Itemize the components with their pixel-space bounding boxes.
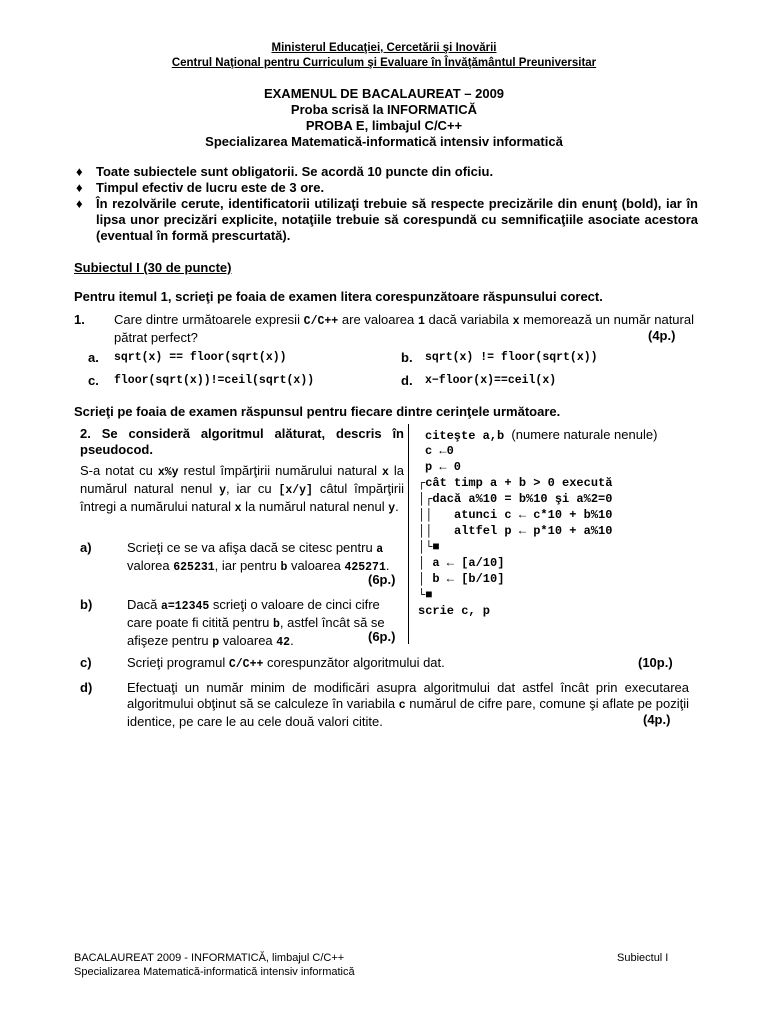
pseudo-line-1: citeşte a,b (numere naturale nenule): [425, 427, 658, 443]
bullet-icon: ♦: [76, 164, 83, 179]
column-divider: [408, 424, 409, 644]
specializare-title: Specializarea Matematică-informatică intensiv informatică: [205, 134, 563, 149]
pseudo-line-9: │ a ← [a/10]: [418, 556, 505, 570]
item1-instructions: Pentru itemul 1, scrieţi pe foaia de examen litera corespunzătoare răspunsului corect.: [74, 289, 603, 304]
q1-option-b-code: sqrt(x) != floor(sqrt(x)): [425, 351, 598, 364]
q2-note: S-a notat cu x%y restul împărţirii numărului natural x la numărul natural nenul y, iar cu [x/y] câtul împărţirii întregi a numărului natural x la numărul natural nenul y.: [80, 463, 405, 515]
proba-title: Proba scrisă la INFORMATICĂ: [290, 102, 478, 117]
q1-text: Care dintre următoarele expresii C/C++ are valoarea 1 dacă variabila x memorează un număr natural pătrat perfect?: [114, 312, 694, 345]
q1-option-c-code: floor(sqrt(x))!=ceil(sqrt(x)): [114, 374, 315, 387]
q2d-label: d): [80, 680, 93, 695]
q1-option-a-code: sqrt(x) == floor(sqrt(x)): [114, 351, 287, 364]
q2c-text: Scrieţi programul C/C++ corespunzător algoritmului dat.: [127, 655, 445, 671]
q2b-label: b): [80, 597, 93, 612]
proba-e-title: PROBA E, limbajul C/C++: [305, 118, 463, 133]
subiect-heading: Subiectul I (30 de puncte): [74, 260, 232, 275]
exam-title: EXAMENUL DE BACALAUREAT – 2009: [263, 86, 505, 101]
q2a-text: Scrieţi ce se va afişa dacă se citesc pentru a valorea 625231, iar pentru b valoarea 425271.: [127, 540, 390, 574]
q1-number: 1.: [74, 312, 85, 327]
center-header: Centrul Naţional pentru Curriculum şi Evaluare în Învăţământul Preuniversitar: [171, 57, 597, 69]
ministry-header: Ministerul Educaţiei, Cercetării şi Inovării: [271, 42, 497, 54]
q2b-points: (6p.): [368, 629, 396, 644]
rule-1: Toate subiectele sunt obligatorii. Se acordă 10 puncte din oficiu.: [96, 164, 494, 179]
pseudo-line-4: ┌cât timp a + b > 0 execută: [418, 476, 613, 490]
q1-option-d-code: x−floor(x)==ceil(x): [425, 374, 557, 387]
q1-option-c-letter: c.: [88, 373, 99, 388]
item2-instructions: Scrieţi pe foaia de examen răspunsul pentru fiecare dintre cerinţele următoare.: [74, 404, 561, 419]
q1-points: (4p.): [648, 328, 676, 343]
q2b-text: Dacă a=12345 scrieţi o valoare de cinci cifre care poate fi citită pentru b, astfel încât să se afişeze pentru p valoarea 42.: [127, 597, 385, 649]
pseudo-line-12: scrie c, p: [418, 604, 491, 618]
pseudo-line-11: └■: [418, 588, 433, 602]
q1-option-b-letter: b.: [401, 350, 413, 365]
footer-left-line2: Specializarea Matematică-informatică intensiv informatică: [74, 966, 355, 978]
bullet-icon: ♦: [76, 180, 83, 195]
pseudo-line-6: ││ atunci c ← c*10 + b%10: [418, 508, 613, 522]
q2c-label: c): [80, 655, 92, 670]
pseudo-line-8: │└■: [418, 540, 440, 554]
pseudo-line-10: │ b ← [b/10]: [418, 572, 505, 586]
q2-title: 2. Se consideră algoritmul alăturat, descris în pseudocod.: [80, 426, 404, 457]
pseudo-line-2: c ←0: [425, 444, 454, 458]
bullet-icon: ♦: [76, 196, 83, 211]
q2d-points: (4p.): [643, 712, 671, 727]
q2a-points: (6p.): [368, 572, 396, 587]
rule-2: Timpul efectiv de lucru este de 3 ore.: [96, 180, 325, 195]
pseudo-line-3: p ← 0: [425, 460, 462, 474]
q1-option-a-letter: a.: [88, 350, 99, 365]
rule-3: În rezolvările cerute, identificatorii utilizaţi trebuie să respecte precizările din enunţ (bold), iar în lipsa unor precizări explicite, notaţiile trebuie să corespundă cu semnificaţiile asociate acestora (eventual în formă prescurtată).: [96, 196, 698, 243]
pseudo-line-7: ││ altfel p ← p*10 + a%10: [418, 524, 613, 538]
footer-left-line1: BACALAUREAT 2009 - INFORMATICĂ, limbajul C/C++: [74, 952, 345, 964]
q2a-label: a): [80, 540, 92, 555]
q1-option-d-letter: d.: [401, 373, 413, 388]
q2c-points: (10p.): [638, 655, 673, 670]
footer-right: Subiectul I: [617, 952, 669, 964]
q2d-text: Efectuaţi un număr minim de modificări asupra algoritmului dat astfel încât prin executarea algoritmului obţinut să se calculeze în variabila c numărul de cifre pare, comune şi aflate pe poziţii identice, pe care le au cele două valori citite.: [127, 680, 689, 729]
pseudo-line-5: │┌dacă a%10 = b%10 şi a%2=0: [418, 492, 613, 506]
